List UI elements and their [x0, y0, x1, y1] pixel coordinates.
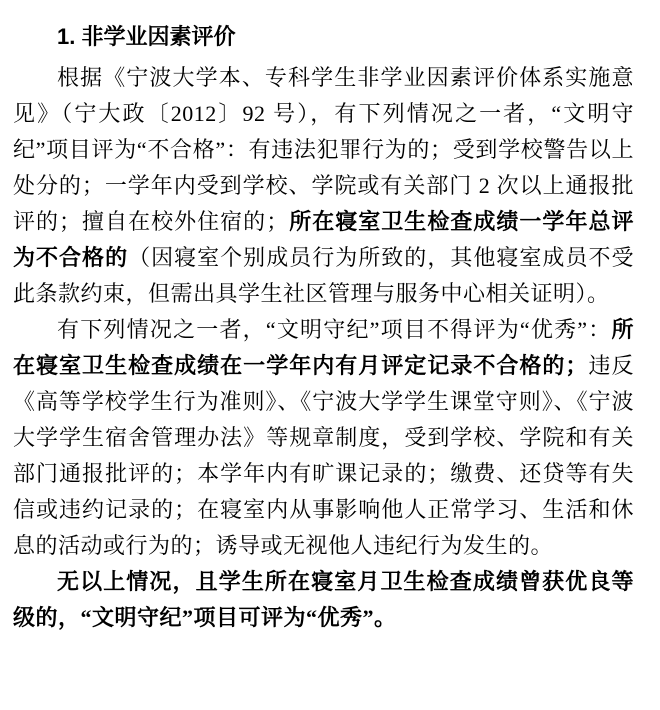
- text-run-2-1: 有下列情况之一者，“文明守纪”项目不得评为“优秀”：: [57, 317, 612, 342]
- paragraph-3: [13, 564, 634, 636]
- paragraph-1: [13, 60, 634, 312]
- text-run-1-3: （因寝室个别成员行为所致的，其他寝室成员不受此条款约束，但需出具学生社区管理与服务中心相关证明）。: [13, 245, 634, 306]
- paragraph-2: [13, 312, 634, 564]
- bold-text-run-3-1: 无以上情况，且学生所在寝室月卫生检查成绩曾获优良等级的，“文明守纪”项目可评为“优秀”。: [13, 569, 634, 630]
- text-run-1-1: 根据《宁波大学本、专科学生非学业因素评价体系实施意见》（宁大政〔2012〕92 号），有下列情况之一者，“文明守纪”项目评为“不合格”：有违法犯罪行为的；受到学校警告以上处分的；一学年内受到学校、学院或有关部门 2 次以上通报批评的；擅自在校外住宿的；: [13, 65, 634, 234]
- bold-text-run-1-2: 所在寝室卫生检查成绩一学年总评为不合格的: [13, 209, 634, 270]
- document-body: [13, 60, 634, 636]
- section-heading: 1. 非学业因素评价: [57, 24, 236, 49]
- bold-text-run-2-2: 所在寝室卫生检查成绩在一学年内有月评定记录不合格的；: [13, 317, 634, 378]
- text-run-2-3: 违反《高等学校学生行为准则》、《宁波大学学生课堂守则》、《宁波大学学生宿舍管理办法》等规章制度，受到学校、学院和有关部门通报批评的；本学年内有旷课记录的；缴费、还贷等有失信或违约记录的；在寝室内从事影响他人正常学习、生活和休息的活动或行为的；诱导或无视他人违纪行为发生的。: [13, 353, 634, 558]
